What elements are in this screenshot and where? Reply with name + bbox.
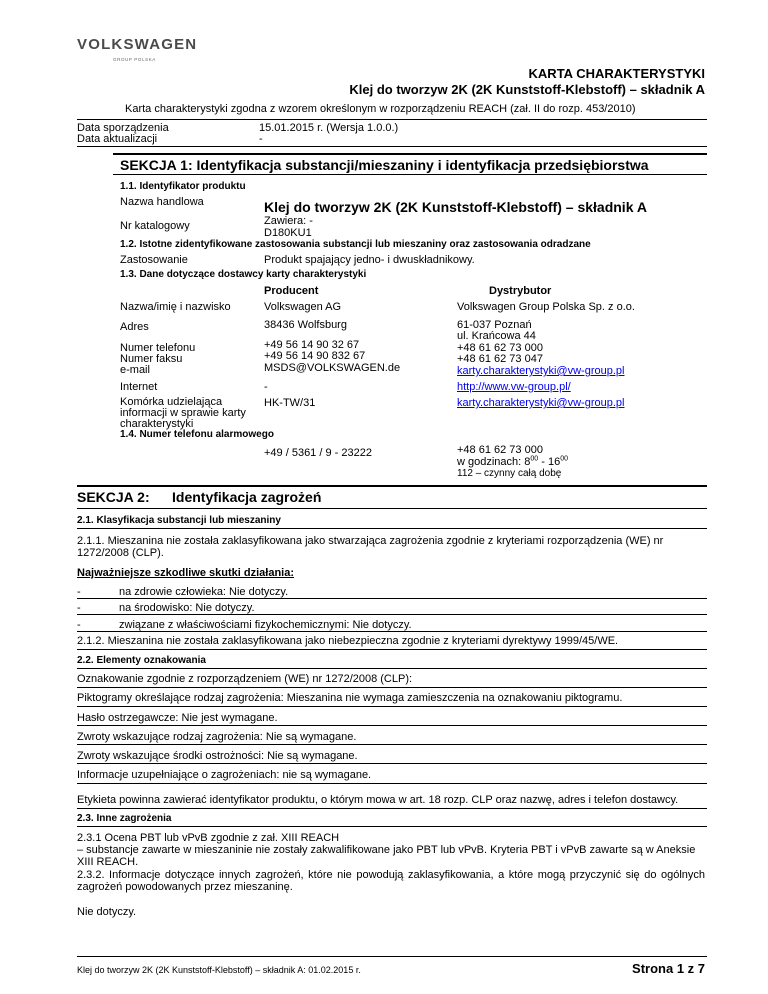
- label-line2: Piktogramy określające rodzaj zagrożenia: Mieszanina nie wymaga zamieszczenia na oznakowaniu piktogramu.: [77, 692, 623, 704]
- s21-rule: [77, 528, 707, 529]
- catalog-value: D180KU1: [264, 227, 312, 239]
- label-rule4: [77, 744, 707, 745]
- phone-distributor: +48 61 62 73 000: [457, 342, 543, 354]
- label-rule7: [77, 808, 707, 809]
- label-line4: Zwroty wskazujące rodzaj zagrożenia: Nie są wymagane.: [77, 731, 357, 743]
- fax-distributor: +48 61 62 73 047: [457, 353, 543, 365]
- p211: 2.1.1. Mieszanina nie została zaklasyfikowana jako stwarzająca zagrożenia zgodnie z kryteriami rozporządzenia (WE) nr 1272/2008 (CLP).: [77, 535, 664, 559]
- effect1-rule: [77, 598, 707, 599]
- brand-logo: VOLKSWAGEN: [77, 36, 198, 53]
- updated-label: Data aktualizacji: [77, 133, 158, 145]
- address-distributor-line1: 61-037 Poznań: [457, 319, 532, 331]
- label-line7: Etykieta powinna zawierać identyfikator produktu, o którym mowa w art. 18 rozp. CLP oraz nazwę, adres i telefon dostawcy.: [77, 794, 679, 806]
- section2-bottom-rule: [77, 508, 707, 509]
- header-rule: [77, 119, 707, 120]
- trade-label: Nazwa handlowa: [120, 196, 204, 208]
- p212: 2.1.2. Mieszanina nie została zaklasyfikowana jako niebezpieczna zgodnie z kryteriami dyrektywy 1999/45/WE.: [77, 635, 619, 647]
- p212-rule: [77, 649, 707, 650]
- address-producer: 38436 Wolfsburg: [264, 319, 347, 331]
- brand-sub: GROUP POLSKA: [113, 57, 156, 62]
- not-applicable: Nie dotyczy.: [77, 906, 137, 918]
- intro-text: Karta charakterystyki zgodna z wzorem określonym w rozporządzeniu REACH (zał. II do rozp. 453/2010): [125, 103, 636, 115]
- catalog-label: Nr katalogowy: [120, 220, 190, 232]
- section1-top-rule: [113, 153, 707, 155]
- s22-rule: [77, 668, 707, 669]
- document-subtitle: Klej do tworzyw 2K (2K Kunststoff-Klebstoff) – składnik A: [349, 82, 705, 97]
- section2-top-rule: [77, 485, 707, 487]
- s21-heading: 2.1. Klasyfikacja substancji lub mieszaniny: [77, 515, 281, 526]
- effect2-dash: -: [77, 602, 81, 614]
- address-distributor-line2: ul. Krańcowa 44: [457, 330, 536, 342]
- label-rule1: [77, 687, 707, 688]
- label-line6: Informacje uzupełniające o zagrożeniach: nie są wymagane.: [77, 769, 372, 781]
- use-label: Zastosowanie: [120, 254, 188, 266]
- s13-heading: 1.3. Dane dotyczące dostawcy karty charakterystyki: [120, 269, 367, 280]
- email-distributor-link[interactable]: karty.charakterystyki@vw-group.pl: [457, 365, 625, 377]
- info-unit-producer: HK-TW/31: [264, 397, 316, 409]
- contains: Zawiera: -: [264, 215, 313, 227]
- footer-rule: [77, 956, 707, 957]
- phone-label: Numer telefonu: [120, 342, 196, 354]
- s11-heading: 1.1. Identyfikator produktu: [120, 181, 246, 192]
- s12-heading: 1.2. Istotne zidentyfikowane zastosowania substancji lub mieszaniny oraz zastosowania odradzane: [120, 239, 591, 250]
- section2-title: Identyfikacja zagrożeń: [172, 489, 322, 505]
- name-producer: Volkswagen AG: [264, 301, 342, 313]
- s22-heading: 2.2. Elementy oznakowania: [77, 655, 206, 666]
- label-line5: Zwroty wskazujące środki ostrożności: Nie są wymagane.: [77, 750, 358, 762]
- section2-number: SEKCJA 2:: [77, 489, 150, 505]
- page-number: Strona 1 z 7: [632, 961, 705, 976]
- info-unit-distributor-link[interactable]: karty.charakterystyki@vw-group.pl: [457, 397, 625, 409]
- label-rule6: [77, 783, 707, 784]
- name-label: Nazwa/imię i nazwisko: [120, 301, 231, 313]
- section1-title: SEKCJA 1: Identyfikacja substancji/mieszaniny i identyfikacja przedsiębiorstwa: [120, 157, 649, 173]
- email-producer: MSDS@VOLKSWAGEN.de: [264, 362, 401, 374]
- effects-heading: Najważniejsze szkodliwe skutki działania:: [77, 567, 295, 579]
- emergency-distributor-hours: w godzinach: $8^{00} - 16^{00}$: [457, 455, 568, 468]
- producer-heading: Producent: [264, 285, 319, 297]
- created-label: Data sporządzenia: [77, 122, 169, 134]
- effect1: na zdrowie człowieka: Nie dotyczy.: [119, 586, 289, 598]
- name-distributor: Volkswagen Group Polska Sp. z o.o.: [457, 301, 635, 313]
- effect2-rule: [77, 614, 707, 615]
- fax-label: Numer faksu: [120, 353, 183, 365]
- internet-distributor-link[interactable]: http://www.vw-group.pl/: [457, 381, 571, 393]
- s23-heading: 2.3. Inne zagrożenia: [77, 813, 172, 824]
- emergency-distributor-line1: +48 61 62 73 000: [457, 444, 543, 456]
- trade-value: Klej do tworzyw 2K (2K Kunststoff-Klebstoff) – składnik A: [264, 199, 647, 215]
- document-title: KARTA CHARAKTERYSTYKI: [528, 66, 705, 81]
- p231-title: 2.3.1 Ocena PBT lub vPvB zgodnie z zał. XIII REACH: [77, 832, 340, 844]
- emergency-producer: +49 / 5361 / 9 - 23222: [264, 447, 372, 459]
- info-unit-label: Komórka udzielająca informacji w sprawie karty charakterystyki: [120, 396, 246, 430]
- updated-value: -: [259, 133, 263, 145]
- label-rule2: [77, 706, 707, 707]
- s23-rule: [77, 826, 707, 827]
- label-line3: Hasło ostrzegawcze: Nie jest wymagane.: [77, 712, 278, 724]
- emergency-distributor-line3: 112 – czynny całą dobę: [457, 468, 562, 479]
- effect3: związane z właściwościami fizykochemicznymi: Nie dotyczy.: [119, 619, 412, 631]
- s14-heading: 1.4. Numer telefonu alarmowego: [120, 429, 274, 440]
- phone-producer: +49 56 14 90 32 67: [264, 339, 360, 351]
- footer-product: Klej do tworzyw 2K (2K Kunststoff-Klebstoff) – składnik A: 01.02.2015 r.: [77, 965, 361, 975]
- address-label: Adres: [120, 321, 149, 333]
- internet-producer: -: [264, 381, 268, 393]
- email-label: e-mail: [120, 364, 150, 376]
- p231-text: – substancje zawarte w mieszaninie nie zostały zakwalifikowane jako PBT lub vPvB. Kryteria PBT i vPvB zawarte są w Aneksie XIII REACH.: [77, 844, 696, 868]
- effect2: na środowisko: Nie dotyczy.: [119, 602, 255, 614]
- use-value: Produkt spajający jedno- i dwuskładnikowy.: [264, 254, 475, 266]
- label-rule5: [77, 763, 707, 764]
- created-value: 15.01.2015 r. (Wersja 1.0.0.): [259, 122, 399, 134]
- dates-rule: [77, 146, 707, 147]
- effect3-rule: [77, 631, 707, 632]
- distributor-heading: Dystrybutor: [489, 285, 552, 297]
- effect3-dash: -: [77, 619, 81, 631]
- fax-producer: +49 56 14 90 832 67: [264, 350, 366, 362]
- effect1-dash: -: [77, 586, 81, 598]
- section1-bottom-rule: [113, 174, 707, 175]
- internet-label: Internet: [120, 381, 158, 393]
- label-rule3: [77, 725, 707, 726]
- label-line1: Oznakowanie zgodnie z rozporządzeniem (WE) nr 1272/2008 (CLP):: [77, 673, 413, 685]
- p232: 2.3.2. Informacje dotyczące innych zagrożeń, które nie powodują zaklasyfikowania, a które mogą przyczynić się do ogólnych zagrożeń powodowanych przez mieszaninę.: [77, 869, 705, 893]
